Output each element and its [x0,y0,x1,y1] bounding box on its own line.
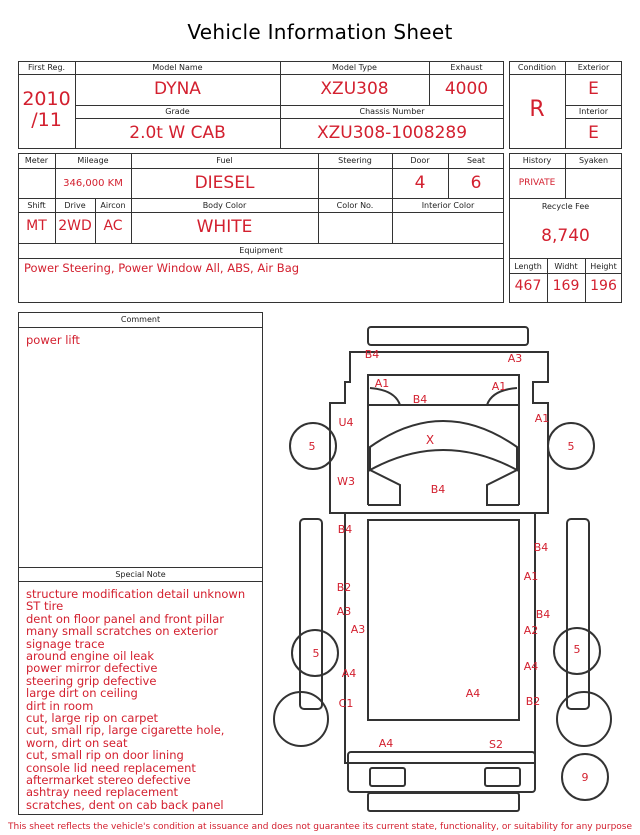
special-note-item: scratches, dent on cab back panel [26,797,224,812]
condition-value: R [529,97,545,122]
recycle-fee-value: 8,740 [541,226,590,246]
recycle-fee-label: Recycle Fee [541,202,590,211]
special-note-item: many small scratches on exterior [26,624,219,639]
special-note-item: ST tire [26,599,64,614]
width-label: Widht [554,262,578,271]
model-type-label: Model Type [332,63,377,72]
chassis-number-label: Chassis Number [359,107,425,116]
aircon-value: AC [103,218,123,234]
shift-label: Shift [27,201,46,210]
special-note-item: around engine oil leak [26,649,155,663]
mark-left-bed-a3-inner: A3 [350,623,366,636]
special-note-item: steering grip defective [26,673,157,688]
meter-label: Meter [24,156,49,165]
mark-tailgate-left: A4 [378,737,394,750]
interior-color-label: Interior Color [421,201,475,210]
special-note-item: cut, small rip, large cigarette hole, [26,723,225,738]
mark-right-front-door: A1 [534,412,550,425]
first-reg-month: /11 [31,109,62,131]
mark-spare-tire: 9 [581,771,589,784]
chassis-number-value: XZU308-1008289 [316,123,468,143]
mark-hood-right: A1 [491,380,507,393]
mark-left-bed-b2: B2 [336,581,352,594]
mark-roof: B4 [430,483,446,496]
exterior-value: E [588,79,599,99]
comment-label: Comment [120,315,161,324]
seat-label: Seat [466,156,486,165]
mark-left-front-door: U4 [338,416,354,429]
special-note-item: power mirror defective [26,661,158,676]
mark-right-bed-upper: B4 [533,541,549,554]
special-note-item: large dirt on ceiling [26,686,138,701]
history-value: PRIVATE [518,178,556,188]
mark-front-bumper-left: B4 [364,348,380,361]
condition-label: Condition [517,63,557,72]
door-value: 4 [414,173,426,193]
special-note-item: dirt in room [26,698,94,713]
mark-right-bed-b4: B4 [535,608,551,621]
body-color-value: WHITE [196,217,253,237]
mark-left-bed-a3: A3 [336,605,352,618]
fuel-label: Fuel [216,156,233,165]
seat-value: 6 [470,173,482,193]
special-note-item: cut, large rip on carpet [26,711,159,725]
history-label: History [522,156,552,165]
special-note-label: Special Note [115,570,166,579]
length-value: 467 [514,278,542,294]
mark-left-bed-a4: A4 [341,667,357,680]
mark-right-bed-a1: A1 [523,570,539,583]
interior-value: E [588,123,599,143]
model-type-value: XZU308 [320,79,389,99]
special-note-item: signage trace [26,636,105,651]
equipment-value: Power Steering, Power Window All, ABS, Air Bag [24,261,300,275]
exterior-label: Exterior [577,63,610,72]
exhaust-label: Exhaust [450,63,483,72]
steering-label: Steering [338,156,372,165]
mark-windshield: X [425,433,435,447]
aircon-label: Aircon [100,201,126,210]
special-note-item: ashtray need replacement [26,785,179,800]
model-name-label: Model Name [152,63,203,72]
mark-hood-center: B4 [412,393,428,406]
mark-left-front-wheel: 5 [308,440,316,453]
mark-bed-floor: A4 [465,687,481,700]
special-note-item: cut, small rip on door lining [26,748,184,763]
mark-right-rear-wheel: 5 [573,643,581,656]
grade-label: Grade [165,107,190,116]
syaken-label: Syaken [578,156,609,165]
width-value: 169 [552,278,580,294]
door-label: Door [410,156,430,165]
first-reg-label: First Reg. [27,63,66,72]
special-note-item: aftermarket stereo defective [26,773,191,787]
mark-left-bed-c1: C1 [338,697,354,710]
model-name-value: DYNA [154,79,201,99]
mark-right-bed-a4: A4 [523,660,539,673]
fuel-value: DIESEL [194,173,255,193]
mark-left-rear-wheel: 5 [312,647,320,660]
color-no-label: Color No. [336,201,374,210]
mark-right-front-wheel: 5 [567,440,575,453]
exhaust-value: 4000 [444,79,489,99]
mark-front-bumper-right: A3 [507,352,523,365]
sheet-title: Vehicle Information Sheet [187,20,453,44]
shift-value: MT [26,218,47,234]
interior-label: Interior [578,107,609,116]
vehicle-damage-diagram [270,318,640,818]
height-label: Height [590,262,617,271]
mark-tailgate-right: S2 [489,738,503,751]
drive-value: 2WD [58,218,92,234]
mark-hood-left: A1 [374,377,390,390]
mileage-label: Mileage [77,156,109,165]
mark-left-rear-door: W3 [337,475,355,488]
height-value: 196 [590,278,617,294]
drive-label: Drive [64,201,86,210]
mark-left-bed-upper: B4 [337,523,353,536]
special-note-item: console lid need replacement [26,760,196,775]
comment-text: power lift [26,333,80,347]
special-note-item: worn, dirt on seat [26,735,128,750]
mark-right-bed-a2: A2 [523,624,539,637]
length-label: Length [514,262,542,271]
special-note-item: dent on floor panel and front pillar [26,611,225,626]
special-note-item: structure modification detail unknown [26,587,246,601]
mark-right-bed-b2: B2 [525,695,541,708]
equipment-label: Equipment [239,246,283,255]
grade-value: 2.0t W CAB [129,123,226,143]
disclaimer-footer: This sheet reflects the vehicle's condition at issuance and does not guarantee its current state, functionality, or suitability for any purpose [7,822,633,832]
mileage-value: 346,000 KM [63,178,123,189]
first-reg-year: 2010 [22,88,71,110]
body-color-label: Body Color [202,201,247,210]
